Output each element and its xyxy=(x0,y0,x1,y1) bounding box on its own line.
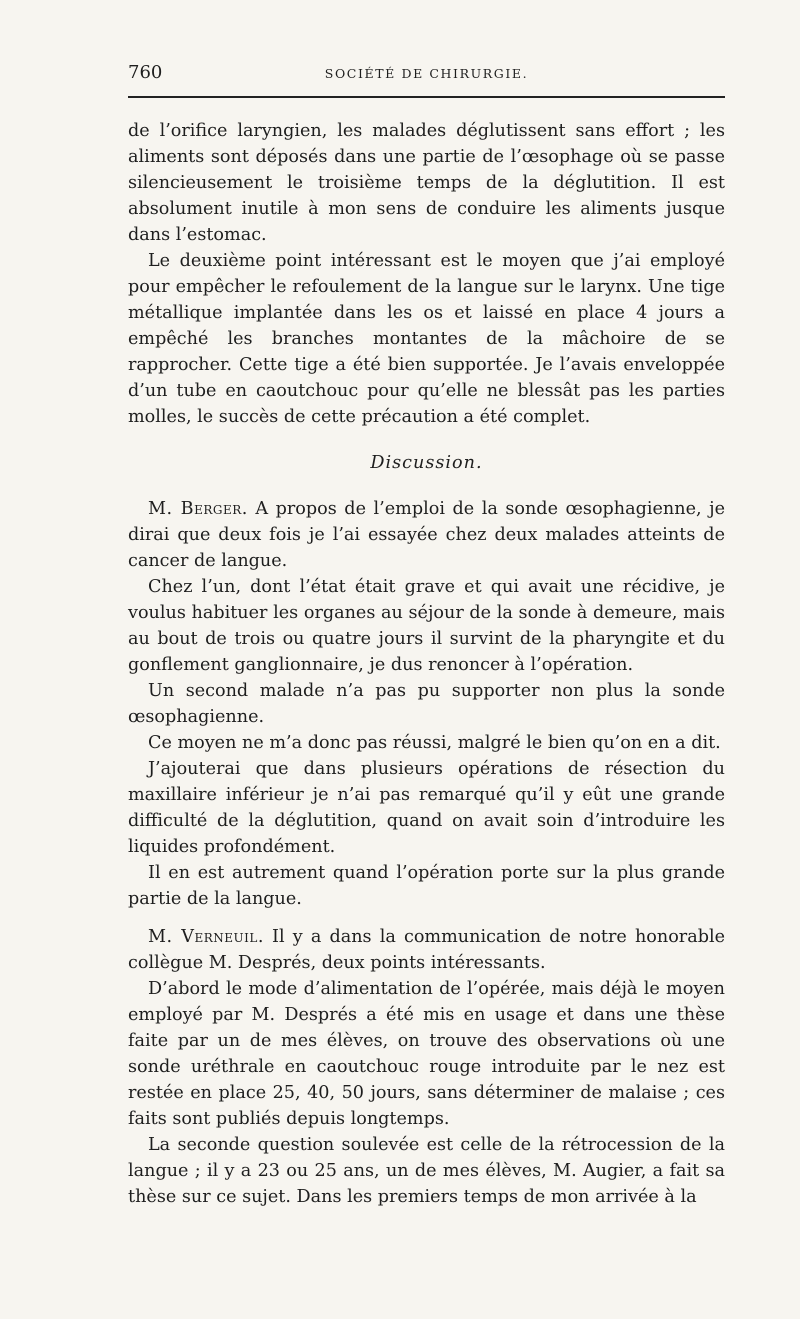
paragraph: Il en est autrement quand l’opération porte sur la plus grande partie de la langue. xyxy=(128,863,725,909)
paragraph: D’abord le mode d’alimentation de l’opérée, mais déjà le moyen employé par M. Després a été mis en usage et dans une thèse faite par un de mes élèves, on trouve des observations où une sonde uréthrale en caoutchouc rouge introduite par le nez est restée en place 25, 40, 50 jours, sans déterminer de malaise ; ces faits sont publiés depuis longtemps. xyxy=(128,979,725,1129)
paragraph: J’ajouterai que dans plusieurs opérations de résection du maxillaire inférieur je n’ai pas remarqué qu’il y eût une grande difficulté de la déglutition, quand on avait soin d’introduire les liquides profondément. xyxy=(128,759,725,857)
book-page xyxy=(128,62,725,1210)
section-heading: Discussion. xyxy=(370,453,483,473)
running-title: SOCIÉTÉ DE CHIRURGIE. xyxy=(324,66,529,81)
speaker-name: M. Berger. xyxy=(148,499,248,519)
paragraph: Un second malade n’a pas pu supporter non plus la sonde œsophagienne. xyxy=(128,681,725,727)
paragraph-verneuil xyxy=(128,924,725,976)
paragraph: Ce moyen ne m’a donc pas réussi, malgré le bien qu’on en a dit. xyxy=(148,733,721,753)
paragraph-text: Il y a dans la communication de notre honorable collègue M. Després, deux points intéressants. xyxy=(128,927,725,973)
speaker-name: M. Verneuil. xyxy=(148,927,264,947)
page-body xyxy=(128,96,725,1210)
paragraph: La seconde question soulevée est celle de la rétrocession de la langue ; il y a 23 ou 25 ans, un de mes élèves, M. Augier, a fait sa thèse sur ce sujet. Dans les premiers temps de mon arrivée à la xyxy=(128,1135,725,1207)
header-rule xyxy=(128,96,725,98)
paragraph-text: A propos de l’emploi de la sonde œsophagienne, je dirai que deux fois je l’ai essayée chez deux malades atteints de cancer de langue. xyxy=(128,499,725,571)
paragraph-berger xyxy=(128,496,725,574)
page-number: 760 xyxy=(128,62,163,83)
paragraph: Le deuxième point intéressant est le moyen que j’ai employé pour empêcher le refoulement de la langue sur le larynx. Une tige métallique implantée dans les os et laissé en place 4 jours a empêché les branches montantes de la mâchoire de se rapprocher. Cette tige a été bien supportée. Je l’avais enveloppée d’un tube en caoutchouc pour qu’elle ne blessât pas les parties molles, le succès de cette précaution a été complet. xyxy=(128,251,725,427)
paragraph: Chez l’un, dont l’état était grave et qui avait une récidive, je voulus habituer les organes au séjour de la sonde à demeure, mais au bout de trois ou quatre jours il survint de la pharyngite et du gonflement ganglionnaire, je dus renoncer à l’opération. xyxy=(128,577,725,675)
page-header xyxy=(128,62,725,96)
paragraph-continuation: de l’orifice laryngien, les malades déglutissent sans effort ; les aliments sont déposés dans une partie de l’œsophage où se passe silencieusement le troisième temps de la déglutition. Il est absolument inutile à mon sens de conduire les aliments jusque dans l’estomac. xyxy=(128,121,725,245)
